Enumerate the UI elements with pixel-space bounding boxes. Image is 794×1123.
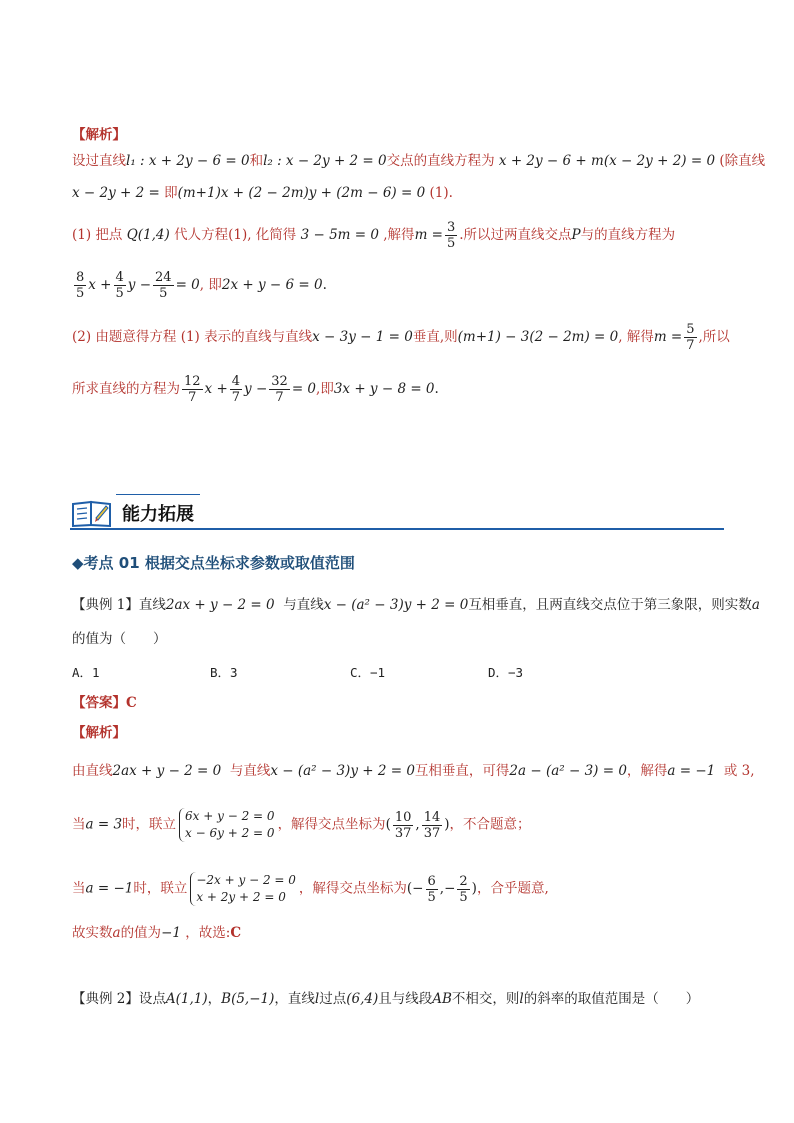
option-a: A．1	[72, 665, 100, 680]
keypoint-heading: ◆考点 01 根据交点坐标求参数或取值范围	[72, 554, 355, 572]
header-top-rule	[116, 494, 200, 495]
analysis-label: 【解析】	[72, 127, 126, 143]
book-icon	[70, 498, 114, 528]
example1-step2: 当a = 3时，联立 6x + y − 2 = 0 x − 6y + 2 = 0 ，解得交点坐标为( $\frac{10}{37}$ , $\frac{14}{37}$ )，不合题意；	[72, 809, 531, 841]
section-title: 能力拓展	[122, 504, 194, 525]
option-d: D．−3	[488, 665, 524, 680]
example1-step1: 由直线2ax + y − 2 = 0 与直线x − (a² − 3)y + 2 = 0互相垂直，可得2a − (a² − 3) = 0，解得a = −1 或 3,	[72, 763, 755, 779]
example1-question: 【典例 1】直线2ax + y − 2 = 0 与直线x − (a² − 3)y + 2 = 0互相垂直，且两直线交点位于第三象限，则实数a	[72, 597, 760, 613]
example1-conclusion: 故实数a的值为−1 ，故选:C	[72, 925, 242, 941]
example1-step3: 当a = −1时，联立 −2x + y − 2 = 0 x + 2y + 2 = 0 ，解得交点坐标为(− $\frac{6}{5}$ ,− $\frac{2}{5}$ )，合乎题意,	[72, 873, 549, 905]
example2-question: 【典例 2】设点A(1,1)，B(5,−1)，直线l过点(6,4)且与线段AB不相交，则l的斜率的取值范围是（ ）	[72, 991, 700, 1007]
example1-options	[72, 662, 724, 684]
analysis1-line2: x − 2y + 2 = 即(m+1)x + (2 − 2m)y + (2m − 6) = 0 (1).	[72, 185, 453, 201]
analysis1-equation2: 所求直线的方程为 $\frac{12}{7}$ x + $\frac{4}{7}$ y − $\frac{32}{7}$ = 0,即3x + y − 8 = 0.	[72, 374, 439, 405]
analysis1-part1: (1) 把点 Q(1,4) 代人方程(1), 化简得 3 − 5m = 0 ,解得m = $\frac{3}{5}$ .所以过两直线交点P与的直线方程为	[72, 220, 676, 251]
example1-analysis-label: 【解析】	[72, 725, 126, 741]
analysis1-part2: (2) 由题意得方程 (1) 表示的直线与直线x − 3y − 1 = 0垂直,则(m+1) − 3(2 − 2m) = 0, 解得m = $\frac{5}{7}$ ,所以	[72, 322, 730, 353]
header-underline	[70, 528, 724, 530]
example1-answer: 【答案】C	[72, 695, 137, 711]
example1-question-line2: 的值为（ ）	[72, 631, 167, 647]
analysis1-equation1: $\frac{8}{5}$ x + $\frac{4}{5}$ y − $\frac{24}{5}$ = 0, 即2x + y − 6 = 0.	[76, 270, 327, 301]
section-header	[70, 494, 724, 530]
option-c: C．−1	[350, 665, 386, 680]
option-b: B．3	[210, 665, 238, 680]
analysis1-line1: 设过直线l₁ : x + 2y − 6 = 0和l₂ : x − 2y + 2 = 0交点的直线方程为 x + 2y − 6 + m(x − 2y + 2) = 0 (除直线	[72, 153, 766, 169]
